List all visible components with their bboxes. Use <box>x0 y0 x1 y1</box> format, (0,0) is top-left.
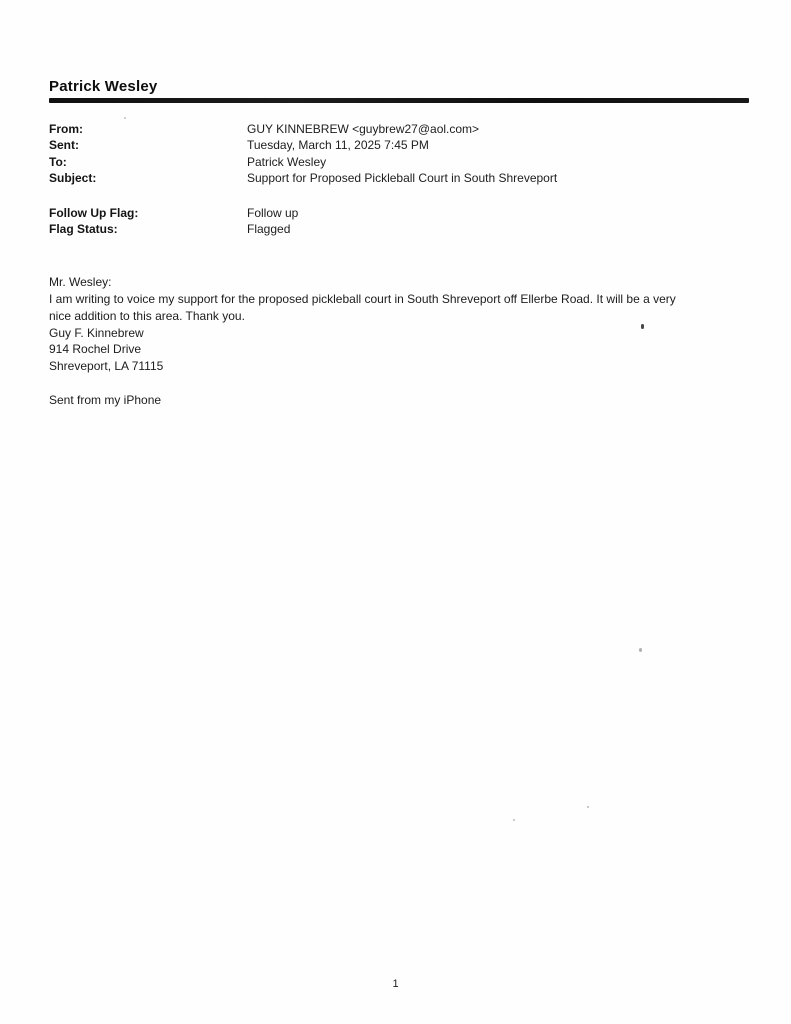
scan-speck <box>587 806 589 808</box>
meta-row-from <box>49 121 749 137</box>
email-header-fields <box>49 121 749 186</box>
sent-from-device-note: Sent from my iPhone <box>49 393 162 408</box>
meta-row-follow-up-flag <box>49 205 749 221</box>
signature-address-line-2: Shreveport, LA 71115 <box>49 359 164 374</box>
meta-row-subject <box>49 170 749 186</box>
page-title: Patrick Wesley <box>49 78 158 95</box>
header-rule <box>49 98 749 103</box>
follow-up-flag-label: Follow Up Flag: <box>49 206 139 221</box>
flag-status-label: Flag Status: <box>49 222 118 237</box>
scan-speck <box>641 324 644 329</box>
subject-value: Support for Proposed Pickleball Court in South Shreveport <box>247 170 558 185</box>
from-value: GUY KINNEBREW <guybrew27@aol.com> <box>247 122 480 136</box>
sent-label: Sent: <box>49 138 79 153</box>
to-label: To: <box>49 154 67 169</box>
page-number: 1 <box>392 978 399 990</box>
flag-fields <box>49 205 749 238</box>
to-value: Patrick Wesley <box>247 154 327 169</box>
body-paragraph-line-1: I am writing to voice my support for the proposed pickleball court in South Shreveport off Ellerbe Road. It will be a very <box>49 291 676 306</box>
meta-row-flag-status <box>49 221 749 237</box>
signature-name: Guy F. Kinnebrew <box>49 325 144 340</box>
from-label: From: <box>49 122 83 136</box>
flag-status-value: Flagged <box>247 222 291 237</box>
meta-row-sent <box>49 137 749 153</box>
scan-speck <box>639 648 642 652</box>
body-paragraph-line-2: nice addition to this area. Thank you. <box>49 308 245 323</box>
meta-row-to <box>49 154 749 170</box>
email-body <box>49 274 749 409</box>
scan-speck <box>513 819 515 821</box>
follow-up-flag-value: Follow up <box>247 206 299 221</box>
subject-label: Subject: <box>49 170 97 185</box>
scan-speck <box>124 117 126 119</box>
signature-address-line-1: 914 Rochel Drive <box>49 342 142 357</box>
sent-value: Tuesday, March 11, 2025 7:45 PM <box>247 138 429 153</box>
body-salutation: Mr. Wesley: <box>49 274 112 289</box>
email-content <box>49 78 749 409</box>
